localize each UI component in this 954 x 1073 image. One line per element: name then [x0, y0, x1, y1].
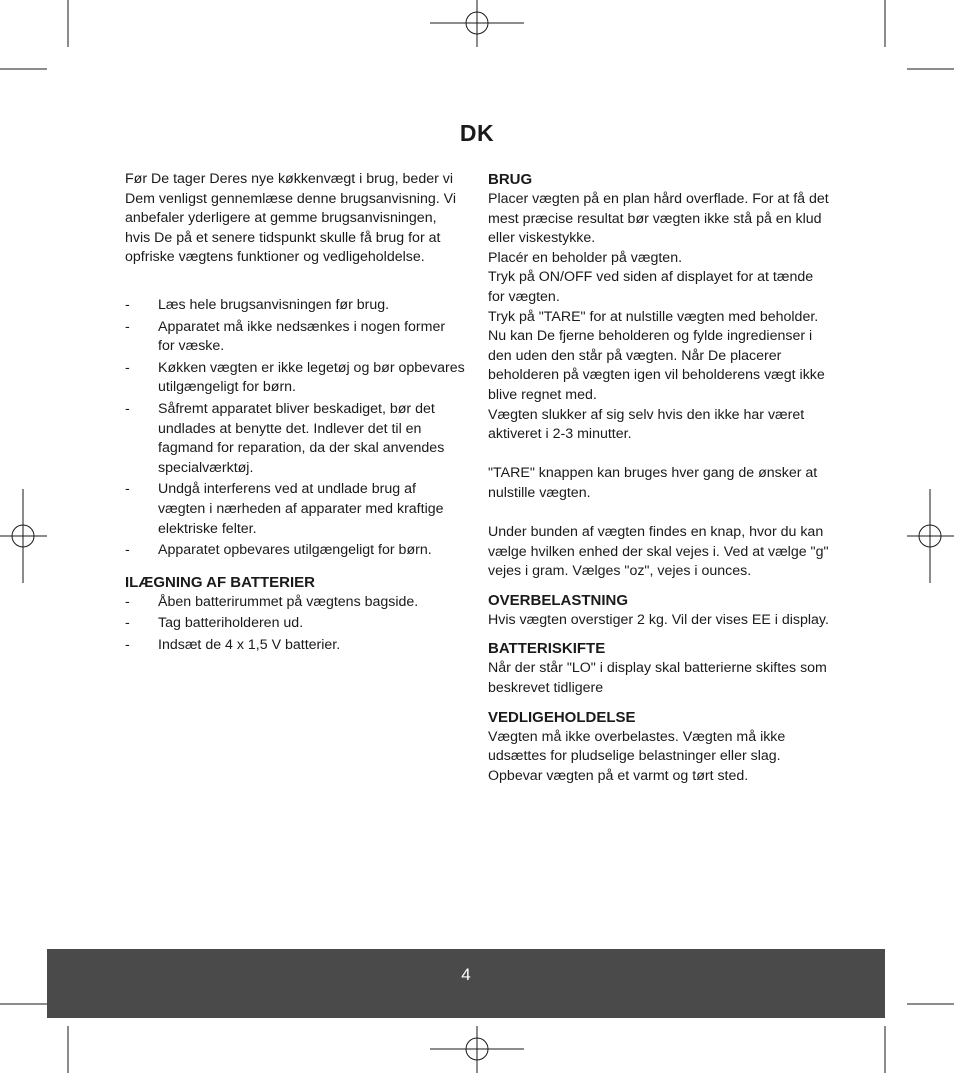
overload-section: [488, 591, 833, 631]
list-item: - Såfremt apparatet bliver beskadiget, bør det undlades at benytte det. Indlever det til en fagmand for reparation, da der skal anvendes specialværktøj.: [125, 400, 445, 476]
list-item: - Åben batterirummet på vægtens bagside.: [125, 593, 419, 610]
batteries-list: [125, 593, 465, 656]
left-column: [125, 170, 465, 657]
tare-paragraph: "TARE" knappen kan bruges hver gang de ønsker at nulstille vægten.: [488, 465, 818, 501]
page-footer: [47, 949, 885, 1018]
maintenance-text: Vægten må ikke overbelastes. Vægten må ikke udsættes for pludselige belastninger eller slag. Opbevar vægten på et varmt og tørt sted.: [488, 728, 786, 784]
battery-change-section: [488, 639, 833, 698]
list-item: - Indsæt de 4 x 1,5 V batterier.: [125, 636, 341, 653]
page-number: 4: [461, 965, 471, 984]
list-item: - Apparatet må ikke nedsænkes i nogen former for væske.: [125, 318, 446, 355]
overload-heading: OVERBELASTNING: [488, 591, 629, 609]
registration-target-right: [907, 489, 954, 583]
list-item: - Læs hele brugsanvisningen før brug.: [125, 296, 390, 313]
page-title: DK: [459, 120, 495, 146]
list-item: - Undgå interferens ved at undlade brug af vægten i nærheden af apparater med kraftige elektriske felter.: [125, 481, 444, 537]
overload-text: Hvis vægten overstiger 2 kg. Vil der vises EE i display.: [488, 611, 829, 628]
unit-paragraph: Under bunden af vægten findes en knap, hvor du kan vælge hvilken enhed der skal vejes i. Ved at vælge "g" vejes i gram. Vælges "oz", vejes i ounces.: [488, 524, 829, 580]
battery-change-text: Når der står "LO" i display skal batterierne skiftes som beskrevet tidligere: [488, 660, 827, 697]
usage-section: [488, 170, 833, 582]
battery-change-heading: BATTERISKIFTE: [488, 640, 606, 658]
registration-target-top: [430, 0, 524, 47]
safety-warnings-list: [125, 296, 465, 561]
right-column: [488, 170, 833, 795]
maintenance-heading: VEDLIGEHOLDELSE: [488, 708, 636, 726]
usage-paragraph: Placer vægten på en plan hård overflade. For at få det mest præcise resultat bør vægten ikke stå på en klud eller viskestykke. Placér en beholder på vægten. Tryk på ON/OFF ved siden af displayet for at tænde for vægten. Tryk på "TARE" for at nulstille vægten med beholder. Nu kan De fjerne beholderen og fylde ingredienser i den uden den står på vægten. Når De placerer beholderen på vægten igen vil beholderens vægt ikke blive regnet med. Vægten slukker af sig selv hvis den ikke har været aktiveret i 2-3 minutter.: [488, 191, 829, 443]
list-item: - Apparatet opbevares utilgængeligt for børn.: [125, 542, 432, 559]
registration-target-bottom: [430, 1026, 524, 1073]
list-item: - Køkken vægten er ikke legetøj og bør opbevares utilgængeligt for børn.: [125, 359, 465, 396]
maintenance-section: [488, 708, 833, 787]
batteries-heading: ILÆGNING AF BATTERIER: [125, 573, 315, 591]
list-item: - Tag batteriholderen ud.: [125, 615, 304, 632]
registration-target-left: [0, 489, 47, 583]
intro-paragraph: Før De tager Deres nye køkkenvægt i brug, beder vi Dem venligst gennemlæse denne brugsanvisning. Vi anbefaler yderligere at gemme brugsanvisningen, hvis De på et senere tidspunkt skulle få brug for at opfriske vægtens funktioner og vedligeholdelse.: [125, 171, 456, 266]
usage-heading: BRUG: [488, 171, 533, 188]
